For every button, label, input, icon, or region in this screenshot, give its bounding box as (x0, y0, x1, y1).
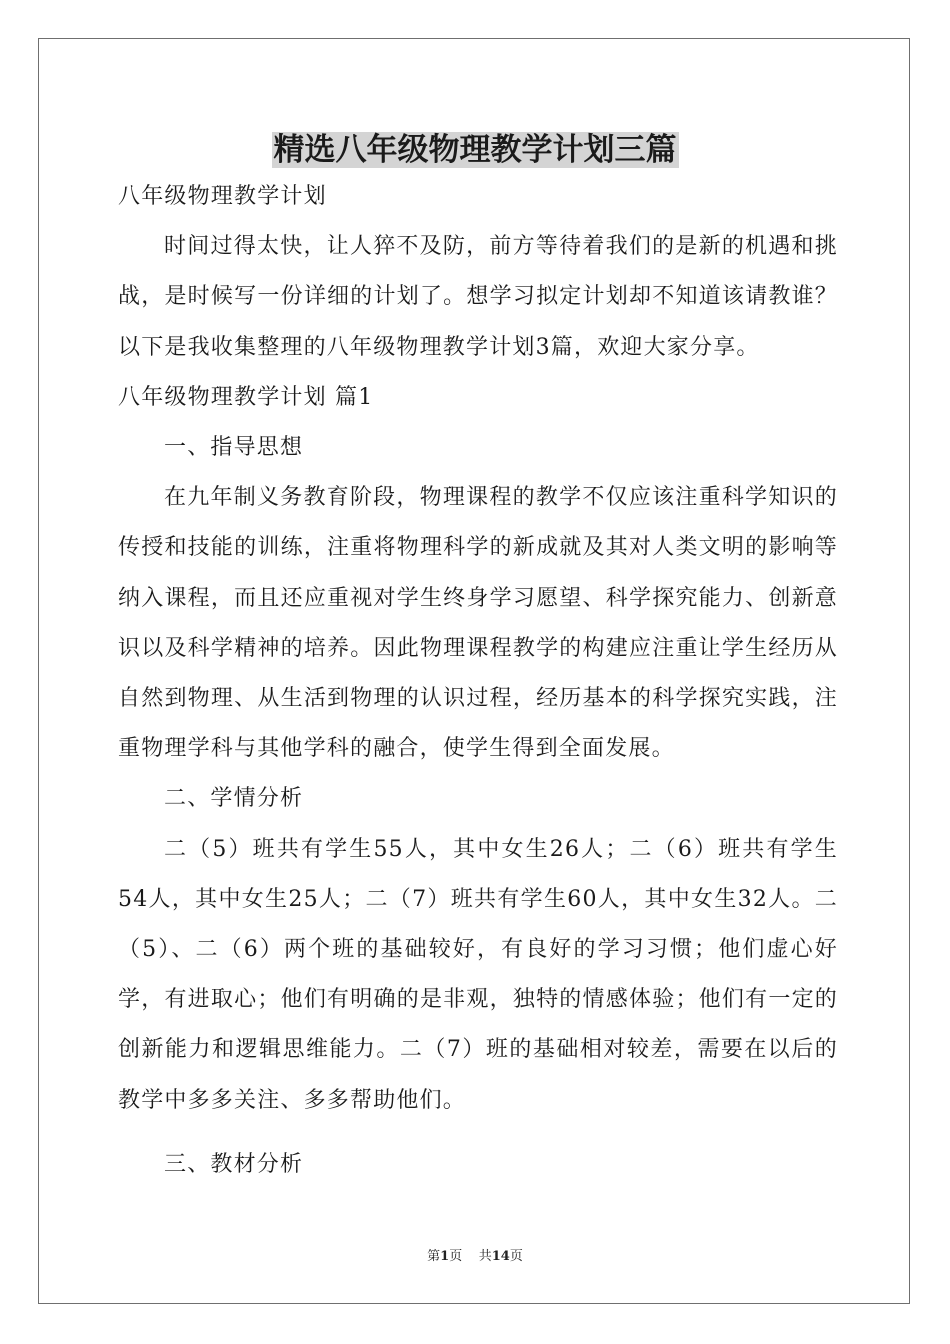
heading-textbook-analysis: 三、教材分析 (164, 1151, 304, 1177)
paragraph-student-analysis: 二（5）班共有学生55人，其中女生26人；二（6）班共有学生54人，其中女生25人；二（7）班共有学生60人，其中女生32人。二（5）、二（6）两个班的基础较好，有良好的学习习惯；他们虚心好学，有进取心；他们有明确的是非观，独特的情感体验；他们有一定的创新能力和逻辑思维能力。二（7）班的基础相对较差，需要在以后的教学中多多关注、多多帮助他们。 (118, 836, 838, 1113)
heading-guiding-ideology: 一、指导思想 (164, 435, 304, 461)
page-footer (0, 1248, 950, 1266)
footer-total-pages: 14 (491, 1249, 510, 1264)
document-body (118, 172, 838, 1190)
footer-total-prefix: 共 (478, 1249, 492, 1264)
paragraph-intro: 时间过得太快，让人猝不及防，前方等待着我们的是新的机遇和挑战，是时候写一份详细的计划了。想学习拟定计划却不知道该请教谁？以下是我收集整理的八年级物理教学计划3篇，欢迎大家分享。 (118, 234, 838, 360)
footer-prefix: 第 (427, 1249, 441, 1264)
document-title (0, 128, 950, 172)
paragraph-guiding-ideology: 在九年制义务教育阶段，物理课程的教学不仅应该注重科学知识的传授和技能的训练，注重将物理科学的新成就及其对人类文明的影响等纳入课程，而且还应重视对学生终身学习愿望、科学探究能力、创新意识以及科学精神的培养。因此物理课程教学的构建应注重让学生经历从自然到物理、从生活到物理的认识过程，经历基本的科学探究实践，注重物理学科与其他学科的融合，使学生得到全面发展。 (118, 485, 838, 762)
document-title-text: 精选八年级物理教学计划三篇 (273, 132, 677, 168)
footer-page-number: 1 (440, 1249, 450, 1264)
section-heading-part-1: 八年级物理教学计划 篇1 (118, 384, 374, 410)
paragraph-subtitle: 八年级物理教学计划 (118, 184, 327, 209)
footer-total-suffix: 页 (509, 1249, 523, 1264)
footer-page-suffix: 页 (449, 1249, 463, 1264)
heading-student-analysis: 二、学情分析 (164, 786, 304, 812)
